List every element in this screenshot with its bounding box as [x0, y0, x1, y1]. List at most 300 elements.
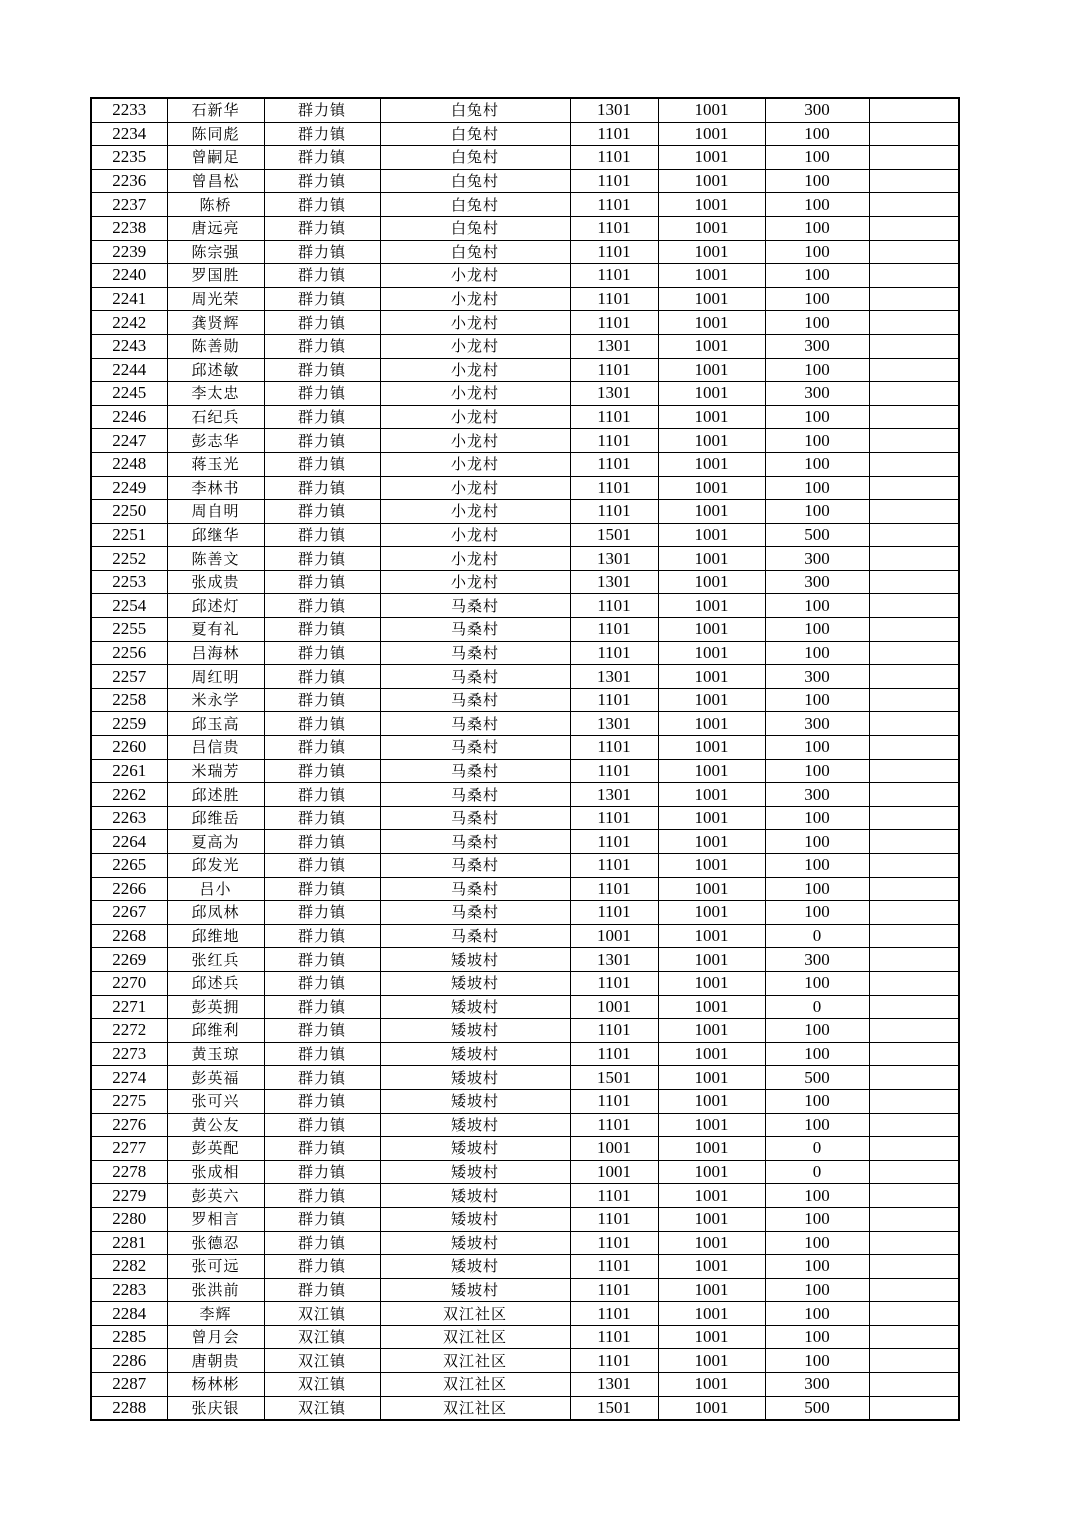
- remark-cell: [869, 665, 959, 689]
- code-b-cell: 1001: [658, 1207, 765, 1231]
- table-row: [91, 1066, 959, 1090]
- code-a-cell: 1501: [570, 523, 658, 547]
- remark-cell: [869, 618, 959, 642]
- row-id-cell: 2278: [91, 1160, 167, 1184]
- village-cell: 矮坡村: [380, 1255, 570, 1279]
- name-cell: 彭英六: [167, 1184, 264, 1208]
- code-b-cell: 1001: [658, 264, 765, 288]
- table-row: [91, 854, 959, 878]
- table-row: [91, 523, 959, 547]
- amount-cell: 100: [765, 476, 869, 500]
- amount-cell: 100: [765, 452, 869, 476]
- name-cell: 吕海林: [167, 641, 264, 665]
- town-cell: 群力镇: [264, 382, 380, 406]
- code-b-cell: 1001: [658, 429, 765, 453]
- table-row: [91, 500, 959, 524]
- remark-cell: [869, 736, 959, 760]
- village-cell: 小龙村: [380, 287, 570, 311]
- row-id-cell: 2268: [91, 924, 167, 948]
- amount-cell: 100: [765, 240, 869, 264]
- amount-cell: 100: [765, 122, 869, 146]
- table-row: [91, 429, 959, 453]
- code-a-cell: 1001: [570, 1160, 658, 1184]
- amount-cell: 100: [765, 1302, 869, 1326]
- remark-cell: [869, 122, 959, 146]
- amount-cell: 100: [765, 1349, 869, 1373]
- remark-cell: [869, 146, 959, 170]
- code-b-cell: 1001: [658, 641, 765, 665]
- name-cell: 陈桥: [167, 193, 264, 217]
- amount-cell: 100: [765, 405, 869, 429]
- village-cell: 白兔村: [380, 240, 570, 264]
- village-cell: 矮坡村: [380, 1137, 570, 1161]
- code-b-cell: 1001: [658, 193, 765, 217]
- code-a-cell: 1101: [570, 476, 658, 500]
- row-id-cell: 2280: [91, 1207, 167, 1231]
- village-cell: 白兔村: [380, 193, 570, 217]
- amount-cell: 100: [765, 594, 869, 618]
- table-row: [91, 1184, 959, 1208]
- town-cell: 群力镇: [264, 476, 380, 500]
- table-row: [91, 712, 959, 736]
- town-cell: 群力镇: [264, 1137, 380, 1161]
- village-cell: 小龙村: [380, 382, 570, 406]
- remark-cell: [869, 948, 959, 972]
- name-cell: 彭英福: [167, 1066, 264, 1090]
- code-a-cell: 1101: [570, 736, 658, 760]
- code-b-cell: 1001: [658, 995, 765, 1019]
- remark-cell: [869, 570, 959, 594]
- row-id-cell: 2246: [91, 405, 167, 429]
- remark-cell: [869, 594, 959, 618]
- town-cell: 群力镇: [264, 971, 380, 995]
- table-row: [91, 193, 959, 217]
- code-a-cell: 1501: [570, 1396, 658, 1420]
- village-cell: 马桑村: [380, 759, 570, 783]
- code-b-cell: 1001: [658, 665, 765, 689]
- code-a-cell: 1101: [570, 169, 658, 193]
- village-cell: 矮坡村: [380, 1089, 570, 1113]
- code-b-cell: 1001: [658, 547, 765, 571]
- amount-cell: 300: [765, 547, 869, 571]
- code-a-cell: 1101: [570, 1113, 658, 1137]
- row-id-cell: 2271: [91, 995, 167, 1019]
- code-a-cell: 1301: [570, 783, 658, 807]
- amount-cell: 100: [765, 500, 869, 524]
- amount-cell: 0: [765, 995, 869, 1019]
- row-id-cell: 2241: [91, 287, 167, 311]
- remark-cell: [869, 1349, 959, 1373]
- amount-cell: 300: [765, 783, 869, 807]
- amount-cell: 300: [765, 665, 869, 689]
- row-id-cell: 2275: [91, 1089, 167, 1113]
- amount-cell: 300: [765, 98, 869, 122]
- table-row: [91, 759, 959, 783]
- code-b-cell: 1001: [658, 1042, 765, 1066]
- village-cell: 小龙村: [380, 334, 570, 358]
- code-b-cell: 1001: [658, 783, 765, 807]
- code-a-cell: 1101: [570, 1089, 658, 1113]
- table-row: [91, 1255, 959, 1279]
- code-b-cell: 1001: [658, 287, 765, 311]
- table-row: [91, 1278, 959, 1302]
- code-a-cell: 1301: [570, 570, 658, 594]
- amount-cell: 100: [765, 641, 869, 665]
- name-cell: 张成贵: [167, 570, 264, 594]
- amount-cell: 100: [765, 806, 869, 830]
- row-id-cell: 2250: [91, 500, 167, 524]
- remark-cell: [869, 1373, 959, 1397]
- table-row: [91, 216, 959, 240]
- row-id-cell: 2267: [91, 901, 167, 925]
- town-cell: 双江镇: [264, 1302, 380, 1326]
- row-id-cell: 2261: [91, 759, 167, 783]
- village-cell: 白兔村: [380, 169, 570, 193]
- remark-cell: [869, 1160, 959, 1184]
- table-row: [91, 924, 959, 948]
- name-cell: 邱发光: [167, 854, 264, 878]
- row-id-cell: 2248: [91, 452, 167, 476]
- village-cell: 马桑村: [380, 736, 570, 760]
- town-cell: 群力镇: [264, 452, 380, 476]
- code-b-cell: 1001: [658, 1396, 765, 1420]
- code-a-cell: 1101: [570, 358, 658, 382]
- town-cell: 群力镇: [264, 547, 380, 571]
- village-cell: 白兔村: [380, 122, 570, 146]
- name-cell: 张可兴: [167, 1089, 264, 1113]
- village-cell: 矮坡村: [380, 1066, 570, 1090]
- remark-cell: [869, 500, 959, 524]
- name-cell: 曾嗣足: [167, 146, 264, 170]
- amount-cell: 300: [765, 570, 869, 594]
- code-b-cell: 1001: [658, 1137, 765, 1161]
- village-cell: 矮坡村: [380, 1113, 570, 1137]
- village-cell: 马桑村: [380, 688, 570, 712]
- row-id-cell: 2265: [91, 854, 167, 878]
- code-b-cell: 1001: [658, 1231, 765, 1255]
- code-a-cell: 1101: [570, 405, 658, 429]
- table-row: [91, 830, 959, 854]
- amount-cell: 100: [765, 901, 869, 925]
- village-cell: 小龙村: [380, 358, 570, 382]
- row-id-cell: 2284: [91, 1302, 167, 1326]
- village-cell: 矮坡村: [380, 1278, 570, 1302]
- table-row: [91, 806, 959, 830]
- village-cell: 马桑村: [380, 854, 570, 878]
- village-cell: 马桑村: [380, 806, 570, 830]
- row-id-cell: 2263: [91, 806, 167, 830]
- code-a-cell: 1101: [570, 1302, 658, 1326]
- village-cell: 小龙村: [380, 311, 570, 335]
- table-row: [91, 948, 959, 972]
- code-b-cell: 1001: [658, 971, 765, 995]
- code-b-cell: 1001: [658, 382, 765, 406]
- name-cell: 周自明: [167, 500, 264, 524]
- code-a-cell: 1301: [570, 712, 658, 736]
- code-b-cell: 1001: [658, 1066, 765, 1090]
- town-cell: 群力镇: [264, 500, 380, 524]
- name-cell: 彭志华: [167, 429, 264, 453]
- name-cell: 彭英配: [167, 1137, 264, 1161]
- table-row: [91, 688, 959, 712]
- row-id-cell: 2276: [91, 1113, 167, 1137]
- row-id-cell: 2238: [91, 216, 167, 240]
- amount-cell: 100: [765, 287, 869, 311]
- name-cell: 杨林彬: [167, 1373, 264, 1397]
- town-cell: 群力镇: [264, 665, 380, 689]
- name-cell: 曾月会: [167, 1325, 264, 1349]
- code-a-cell: 1101: [570, 452, 658, 476]
- remark-cell: [869, 1325, 959, 1349]
- table-row: [91, 783, 959, 807]
- code-b-cell: 1001: [658, 311, 765, 335]
- code-a-cell: 1001: [570, 1137, 658, 1161]
- remark-cell: [869, 712, 959, 736]
- remark-cell: [869, 641, 959, 665]
- amount-cell: 100: [765, 1089, 869, 1113]
- town-cell: 群力镇: [264, 783, 380, 807]
- row-id-cell: 2274: [91, 1066, 167, 1090]
- village-cell: 矮坡村: [380, 1019, 570, 1043]
- town-cell: 群力镇: [264, 948, 380, 972]
- code-b-cell: 1001: [658, 405, 765, 429]
- name-cell: 夏有礼: [167, 618, 264, 642]
- town-cell: 群力镇: [264, 1089, 380, 1113]
- table-row: [91, 146, 959, 170]
- village-cell: 小龙村: [380, 476, 570, 500]
- village-cell: 小龙村: [380, 429, 570, 453]
- amount-cell: 100: [765, 358, 869, 382]
- code-a-cell: 1301: [570, 98, 658, 122]
- code-b-cell: 1001: [658, 736, 765, 760]
- code-b-cell: 1001: [658, 877, 765, 901]
- village-cell: 马桑村: [380, 641, 570, 665]
- code-a-cell: 1101: [570, 216, 658, 240]
- table-row: [91, 452, 959, 476]
- code-a-cell: 1101: [570, 146, 658, 170]
- remark-cell: [869, 1184, 959, 1208]
- remark-cell: [869, 334, 959, 358]
- row-id-cell: 2236: [91, 169, 167, 193]
- remark-cell: [869, 311, 959, 335]
- table-row: [91, 1207, 959, 1231]
- row-id-cell: 2243: [91, 334, 167, 358]
- code-a-cell: 1301: [570, 334, 658, 358]
- amount-cell: 100: [765, 1207, 869, 1231]
- code-a-cell: 1301: [570, 382, 658, 406]
- row-id-cell: 2253: [91, 570, 167, 594]
- row-id-cell: 2252: [91, 547, 167, 571]
- row-id-cell: 2270: [91, 971, 167, 995]
- code-a-cell: 1101: [570, 641, 658, 665]
- table-row: [91, 1302, 959, 1326]
- code-a-cell: 1101: [570, 311, 658, 335]
- code-b-cell: 1001: [658, 1349, 765, 1373]
- data-table: [90, 97, 960, 1421]
- name-cell: 唐远亮: [167, 216, 264, 240]
- row-id-cell: 2237: [91, 193, 167, 217]
- amount-cell: 100: [765, 971, 869, 995]
- amount-cell: 100: [765, 311, 869, 335]
- row-id-cell: 2259: [91, 712, 167, 736]
- code-b-cell: 1001: [658, 146, 765, 170]
- village-cell: 双江社区: [380, 1325, 570, 1349]
- code-b-cell: 1001: [658, 1302, 765, 1326]
- code-b-cell: 1001: [658, 98, 765, 122]
- code-b-cell: 1001: [658, 594, 765, 618]
- name-cell: 夏高为: [167, 830, 264, 854]
- code-b-cell: 1001: [658, 1373, 765, 1397]
- town-cell: 群力镇: [264, 877, 380, 901]
- remark-cell: [869, 1042, 959, 1066]
- town-cell: 群力镇: [264, 523, 380, 547]
- amount-cell: 100: [765, 169, 869, 193]
- town-cell: 群力镇: [264, 334, 380, 358]
- code-a-cell: 1101: [570, 854, 658, 878]
- name-cell: 罗国胜: [167, 264, 264, 288]
- village-cell: 双江社区: [380, 1349, 570, 1373]
- town-cell: 群力镇: [264, 712, 380, 736]
- code-a-cell: 1301: [570, 547, 658, 571]
- village-cell: 矮坡村: [380, 1207, 570, 1231]
- code-a-cell: 1101: [570, 971, 658, 995]
- town-cell: 群力镇: [264, 924, 380, 948]
- remark-cell: [869, 264, 959, 288]
- town-cell: 双江镇: [264, 1373, 380, 1397]
- town-cell: 群力镇: [264, 1160, 380, 1184]
- code-b-cell: 1001: [658, 1184, 765, 1208]
- table-row: [91, 476, 959, 500]
- name-cell: 李林书: [167, 476, 264, 500]
- code-b-cell: 1001: [658, 122, 765, 146]
- amount-cell: 100: [765, 1184, 869, 1208]
- remark-cell: [869, 169, 959, 193]
- table-row: [91, 1042, 959, 1066]
- town-cell: 群力镇: [264, 1255, 380, 1279]
- village-cell: 小龙村: [380, 570, 570, 594]
- town-cell: 群力镇: [264, 146, 380, 170]
- row-id-cell: 2287: [91, 1373, 167, 1397]
- name-cell: 周红明: [167, 665, 264, 689]
- table-row: [91, 1325, 959, 1349]
- amount-cell: 100: [765, 877, 869, 901]
- code-b-cell: 1001: [658, 1325, 765, 1349]
- row-id-cell: 2249: [91, 476, 167, 500]
- code-b-cell: 1001: [658, 169, 765, 193]
- row-id-cell: 2245: [91, 382, 167, 406]
- town-cell: 群力镇: [264, 901, 380, 925]
- village-cell: 双江社区: [380, 1396, 570, 1420]
- amount-cell: 100: [765, 1255, 869, 1279]
- name-cell: 张洪前: [167, 1278, 264, 1302]
- remark-cell: [869, 1089, 959, 1113]
- village-cell: 小龙村: [380, 405, 570, 429]
- row-id-cell: 2264: [91, 830, 167, 854]
- code-b-cell: 1001: [658, 948, 765, 972]
- row-id-cell: 2288: [91, 1396, 167, 1420]
- code-a-cell: 1101: [570, 1231, 658, 1255]
- table-row: [91, 264, 959, 288]
- amount-cell: 100: [765, 736, 869, 760]
- row-id-cell: 2255: [91, 618, 167, 642]
- town-cell: 群力镇: [264, 358, 380, 382]
- name-cell: 邱述敏: [167, 358, 264, 382]
- village-cell: 白兔村: [380, 146, 570, 170]
- code-b-cell: 1001: [658, 854, 765, 878]
- table-row: [91, 971, 959, 995]
- row-id-cell: 2286: [91, 1349, 167, 1373]
- town-cell: 群力镇: [264, 1184, 380, 1208]
- amount-cell: 100: [765, 854, 869, 878]
- row-id-cell: 2256: [91, 641, 167, 665]
- table-row: [91, 311, 959, 335]
- table-row: [91, 877, 959, 901]
- name-cell: 陈善文: [167, 547, 264, 571]
- row-id-cell: 2266: [91, 877, 167, 901]
- name-cell: 邱维岳: [167, 806, 264, 830]
- row-id-cell: 2277: [91, 1137, 167, 1161]
- amount-cell: 100: [765, 429, 869, 453]
- code-a-cell: 1001: [570, 924, 658, 948]
- town-cell: 双江镇: [264, 1396, 380, 1420]
- remark-cell: [869, 240, 959, 264]
- town-cell: 群力镇: [264, 854, 380, 878]
- amount-cell: 100: [765, 146, 869, 170]
- amount-cell: 100: [765, 193, 869, 217]
- village-cell: 马桑村: [380, 783, 570, 807]
- code-b-cell: 1001: [658, 1278, 765, 1302]
- code-a-cell: 1101: [570, 1184, 658, 1208]
- village-cell: 双江社区: [380, 1373, 570, 1397]
- name-cell: 陈同彪: [167, 122, 264, 146]
- town-cell: 群力镇: [264, 264, 380, 288]
- name-cell: 邱述灯: [167, 594, 264, 618]
- row-id-cell: 2285: [91, 1325, 167, 1349]
- row-id-cell: 2273: [91, 1042, 167, 1066]
- table-row: [91, 570, 959, 594]
- village-cell: 白兔村: [380, 98, 570, 122]
- code-b-cell: 1001: [658, 1160, 765, 1184]
- town-cell: 群力镇: [264, 641, 380, 665]
- remark-cell: [869, 98, 959, 122]
- remark-cell: [869, 759, 959, 783]
- table-row: [91, 1396, 959, 1420]
- row-id-cell: 2269: [91, 948, 167, 972]
- town-cell: 群力镇: [264, 240, 380, 264]
- amount-cell: 0: [765, 1137, 869, 1161]
- table-row: [91, 547, 959, 571]
- town-cell: 群力镇: [264, 405, 380, 429]
- code-a-cell: 1101: [570, 240, 658, 264]
- row-id-cell: 2283: [91, 1278, 167, 1302]
- code-a-cell: 1301: [570, 948, 658, 972]
- name-cell: 张庆银: [167, 1396, 264, 1420]
- row-id-cell: 2282: [91, 1255, 167, 1279]
- code-a-cell: 1301: [570, 665, 658, 689]
- code-b-cell: 1001: [658, 901, 765, 925]
- town-cell: 群力镇: [264, 311, 380, 335]
- table-row: [91, 287, 959, 311]
- village-cell: 矮坡村: [380, 948, 570, 972]
- village-cell: 马桑村: [380, 618, 570, 642]
- table-row: [91, 1160, 959, 1184]
- code-a-cell: 1101: [570, 264, 658, 288]
- row-id-cell: 2239: [91, 240, 167, 264]
- code-a-cell: 1101: [570, 688, 658, 712]
- remark-cell: [869, 547, 959, 571]
- amount-cell: 100: [765, 1325, 869, 1349]
- name-cell: 邱述兵: [167, 971, 264, 995]
